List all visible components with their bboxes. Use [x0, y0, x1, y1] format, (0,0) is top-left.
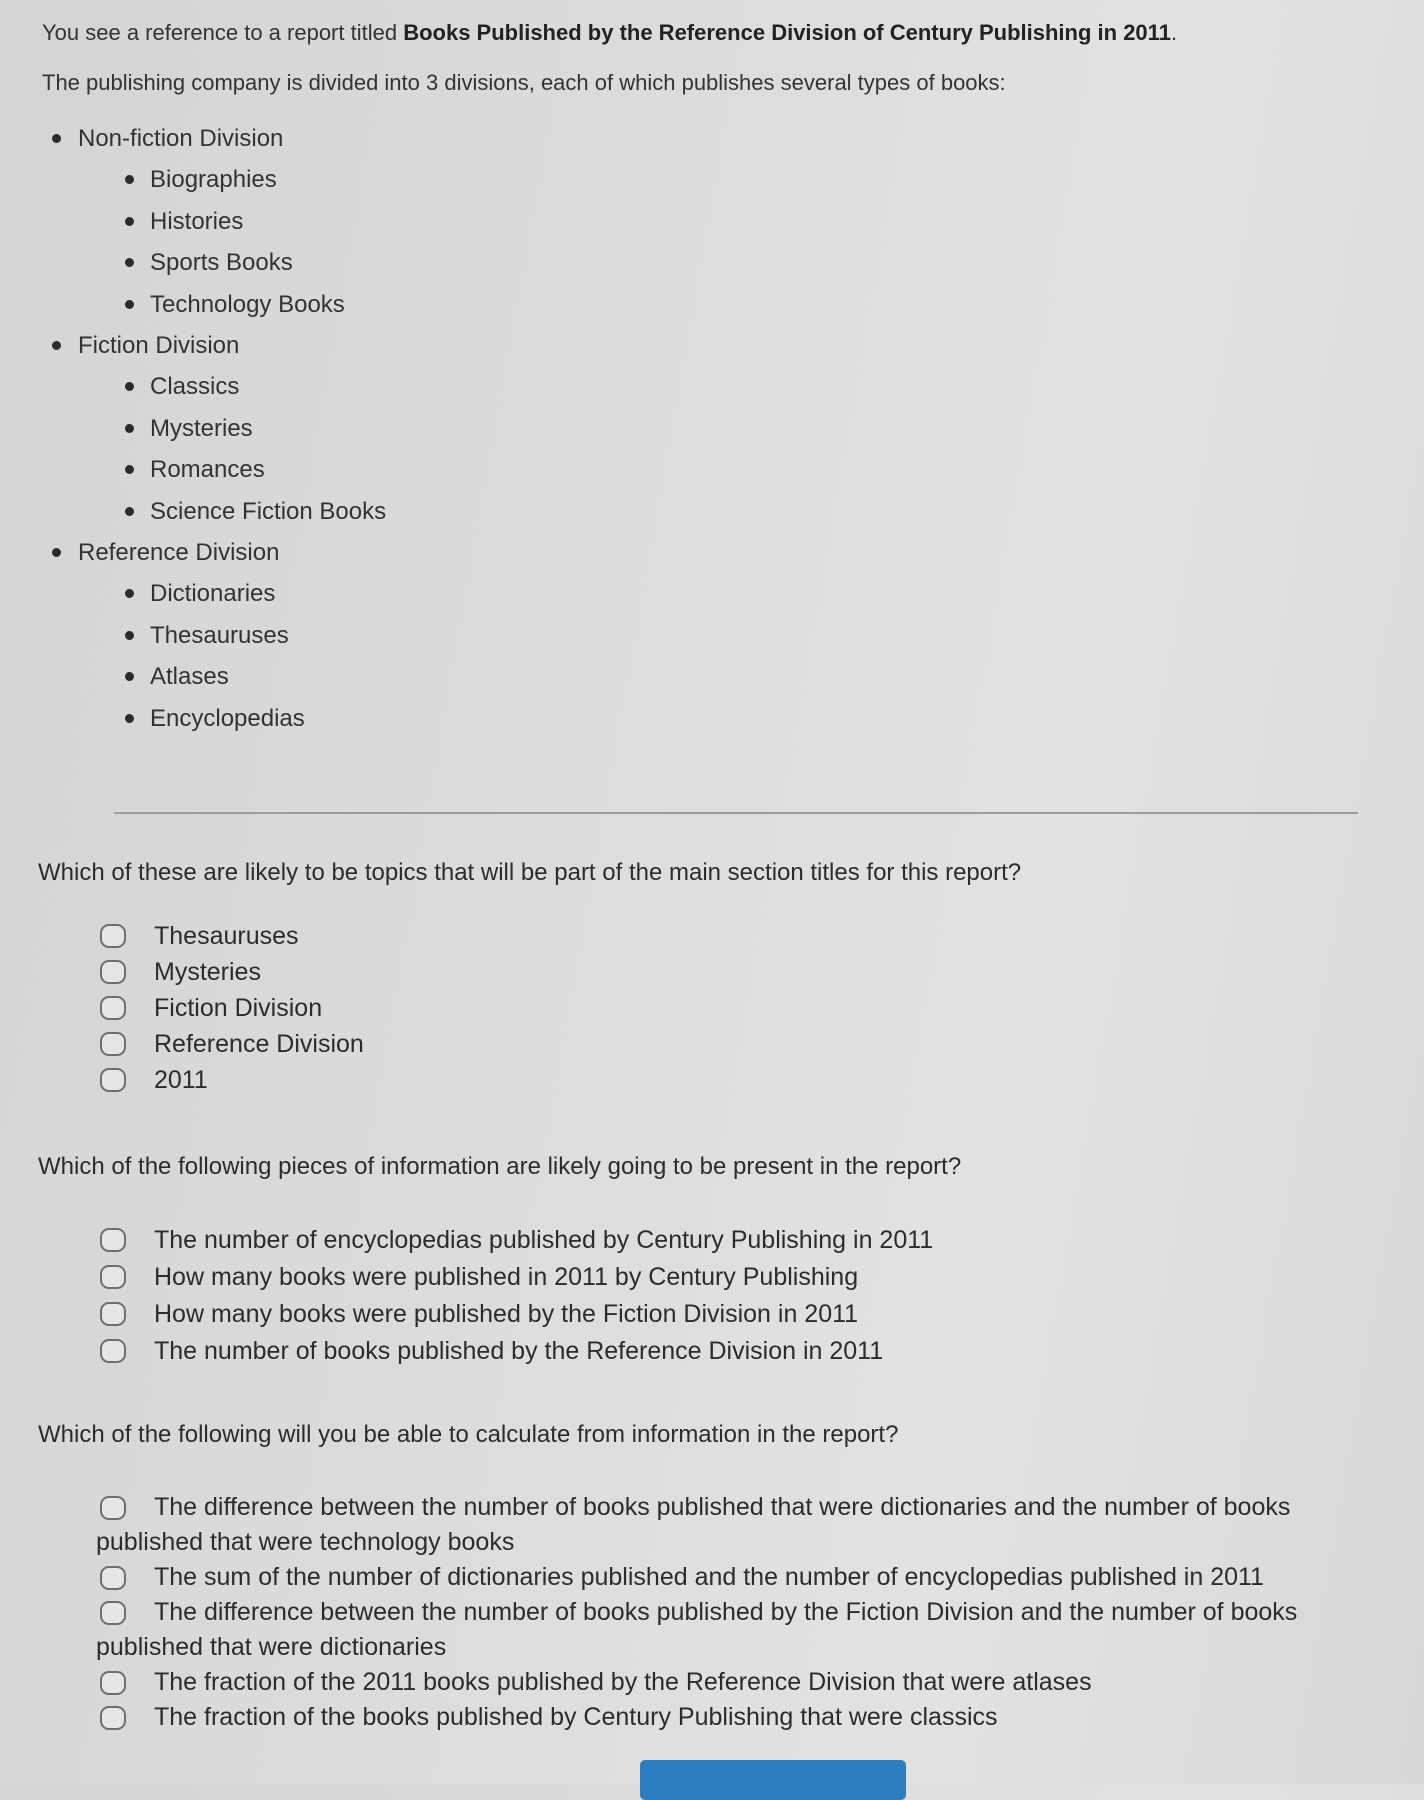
option-label: The difference between the number of books published by the Fiction Division and the number of books published that were dictionaries — [96, 1598, 1298, 1661]
option-label: The sum of the number of dictionaries published and the number of encyclopedias published in 2011 — [154, 1563, 1264, 1591]
option-label: The number of encyclopedias published by Century Publishing in 2011 — [154, 1226, 934, 1254]
answer-option[interactable] — [38, 1700, 1398, 1735]
answer-option[interactable] — [38, 954, 1398, 990]
checkbox[interactable] — [100, 1228, 126, 1252]
checkbox[interactable] — [100, 1601, 126, 1625]
answer-options — [38, 918, 1398, 1098]
checkbox[interactable] — [100, 1671, 126, 1695]
division-name: Fiction Division — [78, 332, 240, 359]
checkbox[interactable] — [100, 1032, 126, 1056]
book-type-item: Sports Books — [78, 242, 1382, 284]
book-type-item: Biographies — [78, 159, 1382, 201]
book-type-item: Dictionaries — [78, 573, 1382, 615]
answer-option[interactable] — [38, 1026, 1398, 1062]
option-label: The fraction of the 2011 books published by the Reference Division that were atlases — [154, 1668, 1092, 1696]
answer-option[interactable] — [38, 1560, 1398, 1595]
answer-option[interactable] — [38, 1062, 1398, 1098]
checkbox[interactable] — [100, 1068, 126, 1092]
division-item — [42, 532, 1382, 739]
checkbox[interactable] — [100, 1566, 126, 1590]
question-text: Which of these are likely to be topics that will be part of the main section titles for this report? — [38, 859, 1022, 886]
answer-option[interactable] — [38, 1333, 1398, 1370]
checkbox[interactable] — [100, 1339, 126, 1363]
answer-option[interactable] — [38, 1296, 1398, 1333]
division-name: Reference Division — [78, 539, 280, 566]
intro-line-2: The publishing company is divided into 3 divisions, each of which publishes several types of books: — [42, 70, 1006, 95]
answer-option[interactable] — [38, 1222, 1398, 1259]
option-label: The number of books published by the Reference Division in 2011 — [154, 1337, 884, 1365]
question-1 — [38, 858, 1398, 1098]
question-text: Which of the following pieces of information are likely going to be present in the report? — [38, 1153, 962, 1180]
book-type-item: Histories — [78, 201, 1382, 243]
report-title: Books Published by the Reference Division of Century Publishing in 2011 — [403, 20, 1171, 45]
question-3 — [38, 1420, 1398, 1735]
intro-line-1 — [42, 18, 1382, 48]
checkbox[interactable] — [100, 1496, 126, 1520]
answer-option[interactable] — [38, 1595, 1398, 1665]
option-label: How many books were published in 2011 by Century Publishing — [154, 1263, 859, 1291]
answer-options — [38, 1490, 1398, 1735]
intro-prefix: You see a reference to a report titled — [42, 20, 404, 45]
answer-option[interactable] — [38, 1259, 1398, 1296]
book-type-item: Encyclopedias — [78, 698, 1382, 740]
answer-option[interactable] — [38, 1665, 1398, 1700]
question-2 — [38, 1152, 1398, 1370]
book-type-item: Classics — [78, 366, 1382, 408]
divisions-list — [42, 118, 1382, 739]
book-types-list — [78, 573, 1382, 739]
answer-options — [38, 1222, 1398, 1370]
book-type-item: Science Fiction Books — [78, 491, 1382, 533]
division-item — [42, 325, 1382, 532]
section-divider — [114, 812, 1358, 814]
division-item — [42, 118, 1382, 325]
answer-option[interactable] — [38, 918, 1398, 954]
book-type-item: Technology Books — [78, 284, 1382, 326]
book-type-item: Mysteries — [78, 408, 1382, 450]
option-label: The difference between the number of books published that were dictionaries and the number of books published that were technology books — [96, 1493, 1291, 1556]
checkbox[interactable] — [100, 1706, 126, 1730]
book-type-item: Romances — [78, 449, 1382, 491]
book-type-item: Thesauruses — [78, 615, 1382, 657]
submit-button[interactable] — [640, 1760, 906, 1800]
book-types-list — [78, 159, 1382, 325]
option-label: How many books were published by the Fiction Division in 2011 — [154, 1300, 859, 1328]
intro-suffix: . — [1170, 20, 1178, 45]
intro-section — [42, 18, 1382, 739]
checkbox[interactable] — [100, 1265, 126, 1289]
option-label: Reference Division — [154, 1030, 364, 1058]
option-label: Fiction Division — [154, 994, 323, 1022]
checkbox[interactable] — [100, 960, 126, 984]
option-label: 2011 — [154, 1066, 208, 1094]
answer-option[interactable] — [38, 990, 1398, 1026]
book-types-list — [78, 366, 1382, 532]
answer-option[interactable] — [38, 1490, 1398, 1560]
option-label: Mysteries — [154, 958, 261, 986]
book-type-item: Atlases — [78, 656, 1382, 698]
checkbox[interactable] — [100, 1302, 126, 1326]
division-name: Non-fiction Division — [78, 125, 284, 152]
checkbox[interactable] — [100, 924, 126, 948]
option-label: The fraction of the books published by Century Publishing that were classics — [154, 1703, 998, 1731]
checkbox[interactable] — [100, 996, 126, 1020]
question-text: Which of the following will you be able to calculate from information in the report? — [38, 1421, 899, 1448]
option-label: Thesauruses — [154, 922, 299, 950]
